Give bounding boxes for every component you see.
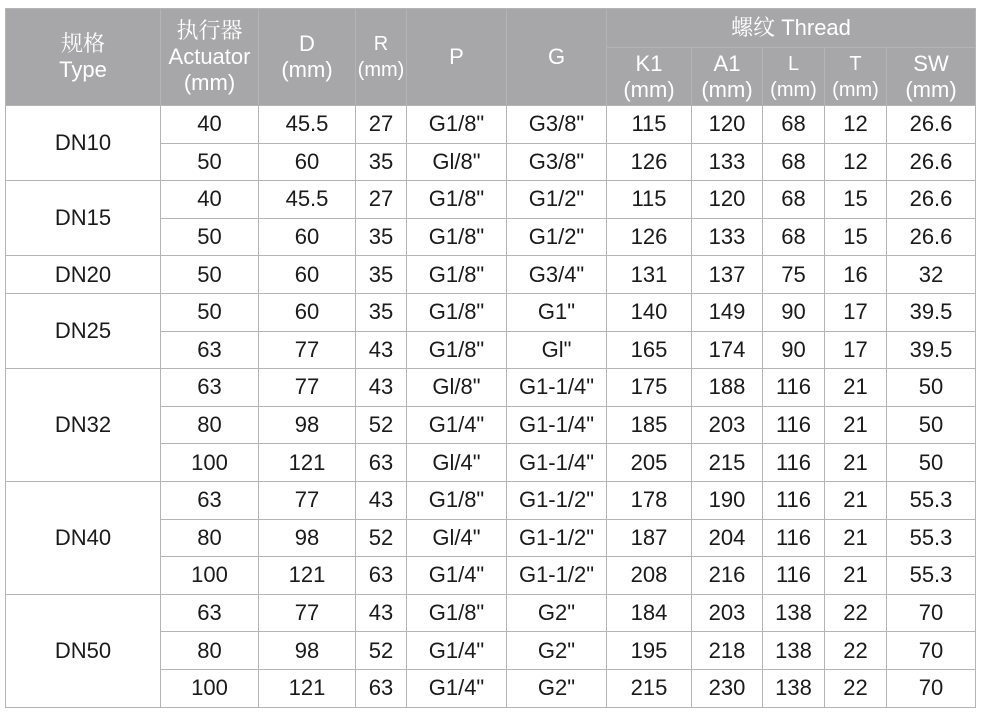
sw-cell: 70 [887, 669, 976, 707]
actuator-cell: 40 [161, 181, 259, 219]
l-cell: 116 [763, 444, 825, 482]
d-cell: 98 [259, 406, 356, 444]
a1-cell: 133 [692, 218, 763, 256]
g-cell: Gl" [507, 331, 607, 369]
r-cell: 35 [356, 218, 407, 256]
r-cell: 63 [356, 557, 407, 595]
t-cell: 17 [825, 293, 887, 331]
header-t-label: T [849, 52, 862, 75]
t-cell: 22 [825, 594, 887, 632]
header-a1-label: A1 [713, 50, 741, 76]
k1-cell: 178 [607, 481, 692, 519]
t-cell: 21 [825, 519, 887, 557]
actuator-cell: 50 [161, 256, 259, 294]
spec-table [5, 8, 976, 708]
header-g: G [507, 9, 607, 106]
actuator-cell: 63 [161, 331, 259, 369]
actuator-cell: 100 [161, 444, 259, 482]
d-cell: 98 [259, 519, 356, 557]
sw-cell: 39.5 [887, 331, 976, 369]
header-sw-label: SW [913, 50, 949, 76]
t-cell: 12 [825, 106, 887, 144]
sw-cell: 55.3 [887, 557, 976, 595]
k1-cell: 185 [607, 406, 692, 444]
sw-cell: 26.6 [887, 218, 976, 256]
a1-cell: 203 [692, 594, 763, 632]
a1-cell: 230 [692, 669, 763, 707]
g-cell: G3/8" [507, 106, 607, 144]
table-row [6, 256, 976, 294]
d-cell: 77 [259, 481, 356, 519]
l-cell: 90 [763, 331, 825, 369]
actuator-cell: 40 [161, 106, 259, 144]
t-cell: 15 [825, 218, 887, 256]
r-cell: 52 [356, 632, 407, 670]
k1-cell: 195 [607, 632, 692, 670]
a1-cell: 215 [692, 444, 763, 482]
t-cell: 21 [825, 406, 887, 444]
g-cell: G2" [507, 669, 607, 707]
t-cell: 22 [825, 669, 887, 707]
sw-cell: 70 [887, 632, 976, 670]
k1-cell: 187 [607, 519, 692, 557]
l-cell: 116 [763, 481, 825, 519]
r-cell: 43 [356, 331, 407, 369]
d-cell: 121 [259, 557, 356, 595]
d-cell: 121 [259, 444, 356, 482]
g-cell: G3/8" [507, 143, 607, 181]
p-cell: G1/8" [407, 181, 507, 219]
actuator-cell: 80 [161, 406, 259, 444]
header-d-unit: (mm) [281, 57, 333, 82]
table-row [6, 481, 976, 519]
g-cell: G1/2" [507, 181, 607, 219]
g-cell: G3/4" [507, 256, 607, 294]
d-cell: 77 [259, 331, 356, 369]
k1-cell: 165 [607, 331, 692, 369]
a1-cell: 188 [692, 369, 763, 407]
t-cell: 17 [825, 331, 887, 369]
actuator-cell: 63 [161, 481, 259, 519]
k1-cell: 126 [607, 143, 692, 181]
type-cell: DN20 [6, 256, 161, 294]
l-cell: 138 [763, 632, 825, 670]
type-cell: DN15 [6, 181, 161, 256]
header-d-label: D [299, 31, 315, 56]
a1-cell: 137 [692, 256, 763, 294]
header-k1-unit: (mm) [623, 76, 675, 102]
l-cell: 90 [763, 293, 825, 331]
l-cell: 138 [763, 594, 825, 632]
actuator-cell: 50 [161, 293, 259, 331]
g-cell: G1-1/4" [507, 369, 607, 407]
r-cell: 27 [356, 106, 407, 144]
header-r-unit: (mm) [357, 59, 405, 81]
actuator-cell: 63 [161, 594, 259, 632]
header-p: P [407, 9, 507, 106]
l-cell: 68 [763, 181, 825, 219]
p-cell: G1/4" [407, 557, 507, 595]
r-cell: 43 [356, 369, 407, 407]
l-cell: 116 [763, 369, 825, 407]
d-cell: 45.5 [259, 181, 356, 219]
sw-cell: 70 [887, 594, 976, 632]
k1-cell: 115 [607, 106, 692, 144]
actuator-cell: 50 [161, 143, 259, 181]
sw-cell: 26.6 [887, 181, 976, 219]
d-cell: 77 [259, 369, 356, 407]
d-cell: 60 [259, 143, 356, 181]
sw-cell: 55.3 [887, 519, 976, 557]
header-l-unit: (mm) [770, 78, 817, 101]
g-cell: G1-1/4" [507, 406, 607, 444]
k1-cell: 115 [607, 181, 692, 219]
r-cell: 35 [356, 143, 407, 181]
a1-cell: 190 [692, 481, 763, 519]
header-k1-label: K1 [635, 50, 663, 76]
a1-cell: 204 [692, 519, 763, 557]
table-header [6, 9, 976, 106]
type-cell: DN40 [6, 481, 161, 594]
l-cell: 138 [763, 669, 825, 707]
k1-cell: 184 [607, 594, 692, 632]
table-row [6, 594, 976, 632]
g-cell: G1-1/2" [507, 519, 607, 557]
header-type-cn: 规格 [60, 31, 105, 56]
r-cell: 52 [356, 519, 407, 557]
actuator-cell: 80 [161, 632, 259, 670]
p-cell: G1/8" [407, 594, 507, 632]
t-cell: 21 [825, 369, 887, 407]
p-cell: G1/4" [407, 669, 507, 707]
a1-cell: 120 [692, 106, 763, 144]
k1-cell: 215 [607, 669, 692, 707]
p-cell: G1/8" [407, 218, 507, 256]
r-cell: 27 [356, 181, 407, 219]
k1-cell: 208 [607, 557, 692, 595]
l-cell: 68 [763, 143, 825, 181]
header-r-label: R [373, 33, 389, 55]
r-cell: 63 [356, 669, 407, 707]
header-l [763, 48, 825, 106]
a1-cell: 149 [692, 293, 763, 331]
l-cell: 116 [763, 557, 825, 595]
actuator-cell: 63 [161, 369, 259, 407]
p-cell: G1/8" [407, 106, 507, 144]
t-cell: 12 [825, 143, 887, 181]
p-cell: G1/8" [407, 331, 507, 369]
l-cell: 68 [763, 218, 825, 256]
g-cell: G1-1/2" [507, 557, 607, 595]
type-cell: DN32 [6, 369, 161, 482]
header-type [6, 9, 161, 106]
header-a1-unit: (mm) [701, 76, 753, 102]
table-row [6, 293, 976, 331]
p-cell: Gl/8" [407, 143, 507, 181]
t-cell: 15 [825, 181, 887, 219]
d-cell: 98 [259, 632, 356, 670]
type-cell: DN10 [6, 106, 161, 181]
p-cell: Gl/4" [407, 519, 507, 557]
header-actuator [161, 9, 259, 106]
table-row [6, 369, 976, 407]
a1-cell: 203 [692, 406, 763, 444]
k1-cell: 175 [607, 369, 692, 407]
t-cell: 21 [825, 444, 887, 482]
t-cell: 16 [825, 256, 887, 294]
l-cell: 116 [763, 406, 825, 444]
type-cell: DN50 [6, 594, 161, 707]
k1-cell: 140 [607, 293, 692, 331]
p-cell: G1/8" [407, 293, 507, 331]
t-cell: 21 [825, 557, 887, 595]
l-cell: 116 [763, 519, 825, 557]
sw-cell: 39.5 [887, 293, 976, 331]
a1-cell: 216 [692, 557, 763, 595]
a1-cell: 174 [692, 331, 763, 369]
t-cell: 21 [825, 481, 887, 519]
sw-cell: 50 [887, 444, 976, 482]
r-cell: 63 [356, 444, 407, 482]
sw-cell: 50 [887, 406, 976, 444]
a1-cell: 120 [692, 181, 763, 219]
header-type-en: Type [59, 57, 107, 82]
l-cell: 75 [763, 256, 825, 294]
sw-cell: 26.6 [887, 143, 976, 181]
table-row [6, 106, 976, 144]
header-r [356, 9, 407, 106]
header-t [825, 48, 887, 106]
g-cell: G1-1/4" [507, 444, 607, 482]
g-cell: G2" [507, 594, 607, 632]
t-cell: 22 [825, 632, 887, 670]
r-cell: 43 [356, 594, 407, 632]
r-cell: 43 [356, 481, 407, 519]
sw-cell: 32 [887, 256, 976, 294]
sw-cell: 26.6 [887, 106, 976, 144]
table-body [6, 106, 976, 708]
g-cell: G1-1/2" [507, 481, 607, 519]
header-k1 [607, 48, 692, 106]
actuator-cell: 50 [161, 218, 259, 256]
r-cell: 35 [356, 293, 407, 331]
k1-cell: 205 [607, 444, 692, 482]
header-d [259, 9, 356, 106]
k1-cell: 126 [607, 218, 692, 256]
g-cell: G1/2" [507, 218, 607, 256]
sw-cell: 50 [887, 369, 976, 407]
r-cell: 35 [356, 256, 407, 294]
p-cell: Gl/8" [407, 369, 507, 407]
a1-cell: 218 [692, 632, 763, 670]
d-cell: 60 [259, 218, 356, 256]
type-cell: DN25 [6, 293, 161, 368]
l-cell: 68 [763, 106, 825, 144]
table-row [6, 181, 976, 219]
actuator-cell: 100 [161, 669, 259, 707]
d-cell: 77 [259, 594, 356, 632]
p-cell: G1/4" [407, 632, 507, 670]
d-cell: 60 [259, 256, 356, 294]
a1-cell: 133 [692, 143, 763, 181]
header-actuator-cn: 执行器 [176, 18, 243, 43]
header-sw [887, 48, 976, 106]
actuator-cell: 80 [161, 519, 259, 557]
header-sw-unit: (mm) [905, 76, 957, 102]
d-cell: 60 [259, 293, 356, 331]
header-t-unit: (mm) [832, 78, 879, 101]
sw-cell: 55.3 [887, 481, 976, 519]
k1-cell: 131 [607, 256, 692, 294]
p-cell: G1/8" [407, 256, 507, 294]
header-thread: 螺纹 Thread [607, 9, 976, 48]
header-actuator-unit: (mm) [183, 70, 236, 95]
p-cell: G1/8" [407, 481, 507, 519]
header-l-label: L [787, 52, 800, 75]
g-cell: G1" [507, 293, 607, 331]
p-cell: Gl/4" [407, 444, 507, 482]
p-cell: G1/4" [407, 406, 507, 444]
actuator-cell: 100 [161, 557, 259, 595]
g-cell: G2" [507, 632, 607, 670]
d-cell: 45.5 [259, 106, 356, 144]
r-cell: 52 [356, 406, 407, 444]
d-cell: 121 [259, 669, 356, 707]
header-actuator-en: Actuator [168, 44, 251, 69]
header-a1 [692, 48, 763, 106]
